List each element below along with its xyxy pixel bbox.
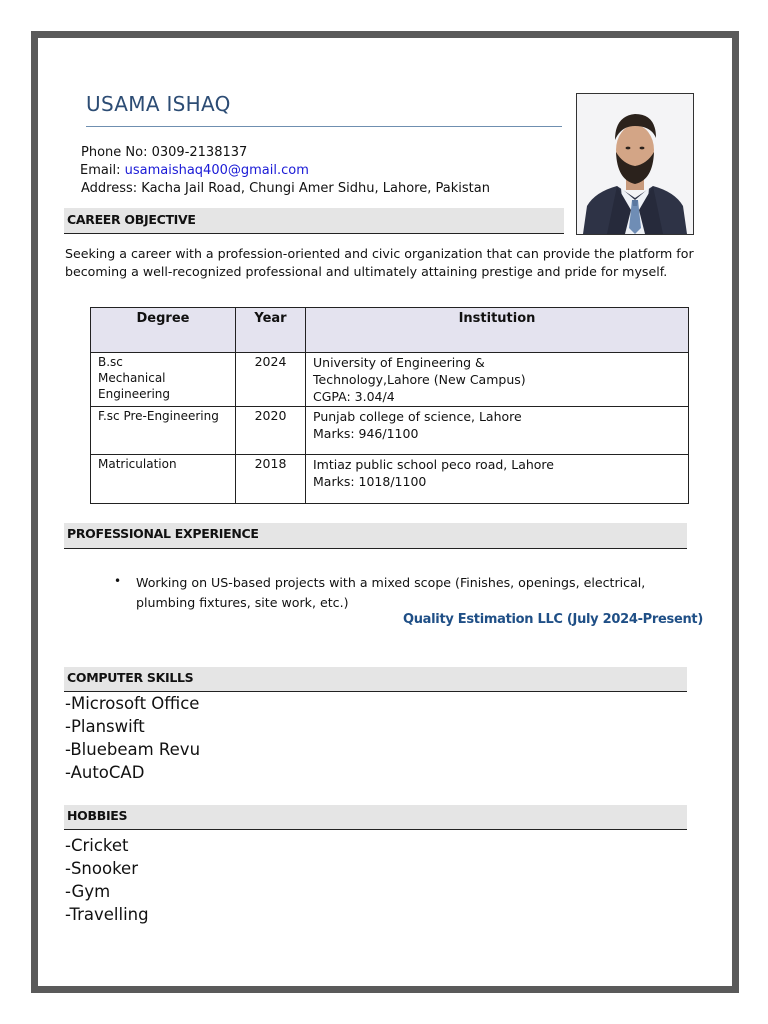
career-objective-heading: CAREER OBJECTIVE — [64, 208, 564, 234]
institution-cell — [306, 455, 689, 504]
table-row — [91, 455, 689, 504]
degree-line: F.sc Pre-Engineering — [98, 409, 219, 423]
list-item: -Travelling — [65, 905, 149, 924]
institution-line: Technology,Lahore (New Campus) — [313, 372, 526, 387]
name-divider — [86, 126, 562, 127]
institution-cell — [306, 407, 689, 455]
table-row — [91, 353, 689, 407]
computer-skills-heading: COMPUTER SKILLS — [64, 667, 687, 692]
year-cell: 2020 — [236, 407, 306, 455]
portrait-icon — [577, 94, 693, 234]
degree-line: B.sc — [98, 355, 123, 369]
email-label: Email: — [80, 163, 121, 178]
degree-cell — [91, 455, 236, 504]
institution-cell — [306, 353, 689, 407]
computer-skills-list — [65, 692, 200, 784]
institution-column-header: Institution — [306, 308, 689, 353]
education-table — [90, 307, 689, 504]
professional-experience-heading: PROFESSIONAL EXPERIENCE — [64, 523, 687, 549]
hobbies-list — [65, 834, 149, 926]
list-item: -Gym — [65, 882, 111, 901]
address-line — [81, 181, 490, 196]
address-value: Kacha Jail Road, Chungi Amer Sidhu, Lahore, Pakistan — [141, 181, 490, 196]
candidate-name: USAMA ISHAQ — [86, 92, 231, 116]
institution-line: Marks: 1018/1100 — [313, 474, 427, 489]
list-item: -Bluebeam Revu — [65, 740, 201, 759]
institution-line: CGPA: 3.04/4 — [313, 389, 395, 404]
phone-label: Phone No: — [81, 145, 148, 160]
list-item: -Cricket — [65, 836, 129, 855]
list-item: -AutoCAD — [65, 763, 145, 782]
list-item: -Planswift — [65, 717, 145, 736]
degree-line: Matriculation — [98, 457, 177, 471]
email-line — [80, 163, 309, 178]
institution-line: University of Engineering & — [313, 355, 485, 370]
institution-line: Imtiaz public school peco road, Lahore — [313, 457, 554, 472]
degree-cell — [91, 407, 236, 455]
hobbies-heading: HOBBIES — [64, 805, 687, 830]
experience-bullet-text: Working on US-based projects with a mixed scope (Finishes, openings, electrical, plumbing fixtures, site work, etc.) — [136, 575, 646, 610]
phone-number[interactable]: 0309-2138137 — [151, 145, 248, 160]
education-table-header — [91, 308, 689, 353]
portrait-photo — [576, 93, 694, 235]
table-row — [91, 407, 689, 455]
degree-line: Mechanical Engineering — [98, 371, 170, 401]
email-link[interactable]: usamaishaq400@gmail.com — [124, 163, 309, 178]
phone-line — [81, 145, 247, 160]
degree-column-header: Degree — [91, 308, 236, 353]
institution-line: Punjab college of science, Lahore — [313, 409, 522, 424]
list-item: -Microsoft Office — [65, 694, 200, 713]
list-item: -Snooker — [65, 859, 138, 878]
degree-cell — [91, 353, 236, 407]
year-column-header: Year — [236, 308, 306, 353]
year-cell: 2018 — [236, 455, 306, 504]
institution-line: Marks: 946/1100 — [313, 426, 419, 441]
company-line: Quality Estimation LLC (July 2024-Present) — [402, 612, 703, 627]
career-objective-text: Seeking a career with a profession-oriented and civic organization that can provide the platform for becoming a well-recognized professional and ultimately attaining prestige and pride for myself. — [65, 246, 694, 279]
year-cell: 2024 — [236, 353, 306, 407]
address-label: Address: — [81, 181, 138, 196]
bullet-icon: • — [114, 574, 122, 588]
